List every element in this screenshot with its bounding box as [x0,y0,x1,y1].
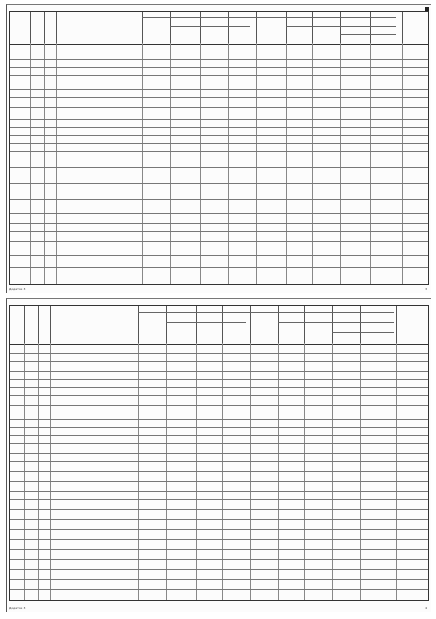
page-number: 4 [425,606,427,610]
budget-table-page-2 [9,305,429,601]
budget-table-page-1 [9,11,429,285]
table-body [9,43,429,285]
table-body [9,343,429,601]
page-caption: Додаток 3 [9,287,26,291]
page-caption: Додаток 3 [9,606,26,610]
table-header [9,305,429,345]
page-number: 3 [425,287,427,291]
document-page-1 [6,4,431,293]
table-header [9,11,429,45]
document-page-2 [6,298,431,612]
